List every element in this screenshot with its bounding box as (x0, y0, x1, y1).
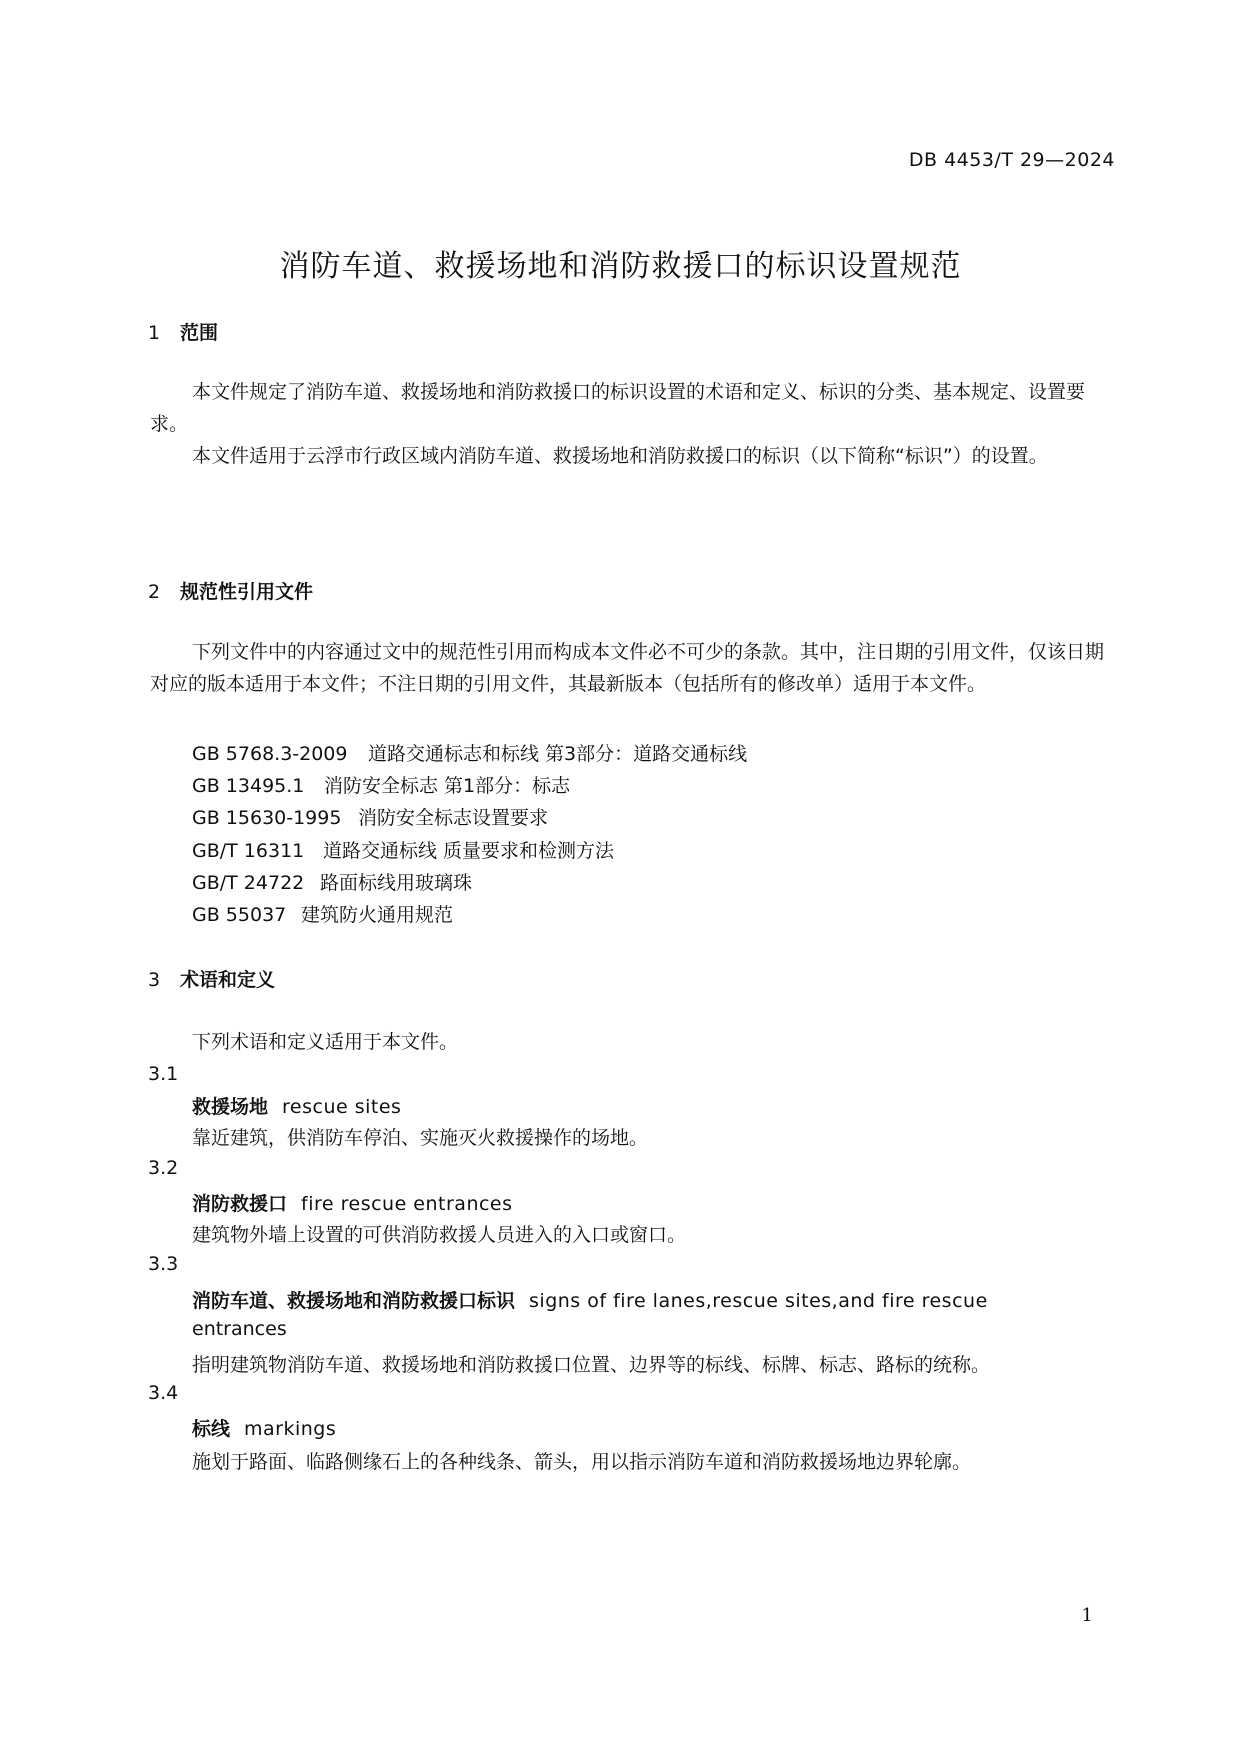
reference-title: 道路交通标线 质量要求和检测方法 (323, 840, 615, 862)
term-definition: 指明建筑物消防车道、救援场地和消防救援口位置、边界等的标线、标牌、标志、路标的统称。 (192, 1354, 991, 1376)
term-en: fire rescue entrances (301, 1193, 513, 1215)
page-number: 1 (1081, 1605, 1093, 1626)
reference-code: GB 55037 (192, 904, 287, 926)
reference-title: 路面标线用玻璃珠 (320, 872, 473, 894)
reference-item (192, 739, 747, 766)
section-number: 1 (148, 322, 161, 344)
section-3-heading (148, 965, 275, 992)
paragraph-text: 本文件规定了消防车道、救援场地和消防救援口的标识设置的术语和定义、标识的分类、基本规定、设置要求。 (150, 381, 1086, 435)
term-title (192, 1414, 336, 1441)
reference-title: 消防安全标志设置要求 (358, 807, 549, 829)
term-title (192, 1092, 401, 1119)
section-title: 范围 (180, 322, 219, 344)
reference-item (192, 836, 614, 863)
reference-item (192, 900, 453, 927)
term-number: 3.2 (148, 1157, 179, 1179)
term-title-continuation (192, 1318, 287, 1340)
term-en: rescue sites (282, 1096, 402, 1118)
term-en: markings (244, 1418, 337, 1440)
reference-code: GB/T 16311 (192, 840, 305, 862)
section-title: 规范性引用文件 (180, 581, 314, 603)
reference-title: 建筑防火通用规范 (301, 904, 454, 926)
term-number: 3.4 (148, 1382, 179, 1404)
section-number: 2 (148, 581, 161, 603)
reference-title: 消防安全标志 第1部分：标志 (324, 775, 571, 797)
term-zh: 标线 (192, 1418, 231, 1440)
reference-title: 道路交通标志和标线 第3部分：道路交通标线 (368, 743, 748, 765)
reference-code: GB 15630-1995 (192, 807, 342, 829)
reference-code: GB 5768.3-2009 (192, 743, 348, 765)
reference-code: GB/T 24722 (192, 872, 305, 894)
section-1-paragraph-2 (150, 440, 1114, 472)
section-1-heading (148, 318, 218, 345)
term-zh: 消防救援口 (192, 1193, 288, 1215)
document-code: DB 4453/T 29—2024 (908, 149, 1115, 171)
reference-code: GB 13495.1 (192, 775, 305, 797)
paragraph-text: 本文件适用于云浮市行政区域内消防车道、救援场地和消防救援口的标识（以下简称“标识”）的设置。 (192, 445, 1048, 467)
section-number: 3 (148, 969, 161, 991)
section-title: 术语和定义 (180, 969, 276, 991)
term-definition: 靠近建筑，供消防车停泊、实施灭火救援操作的场地。 (192, 1127, 649, 1149)
section-1-paragraph-1 (150, 376, 1114, 440)
section-2-intro (150, 636, 1114, 700)
term-zh: 消防车道、救援场地和消防救援口标识 (192, 1290, 516, 1312)
term-en: signs of fire lanes,rescue sites,and fire rescue (529, 1290, 988, 1312)
term-number: 3.3 (148, 1253, 179, 1275)
term-title (192, 1286, 988, 1313)
document-title: 消防车道、救援场地和消防救援口的标识设置规范 (279, 249, 962, 284)
term-number: 3.1 (148, 1063, 179, 1085)
term-zh: 救援场地 (192, 1096, 269, 1118)
term-title (192, 1189, 513, 1216)
term-en: entrances (192, 1318, 287, 1340)
reference-item (192, 803, 548, 830)
paragraph-text: 下列文件中的内容通过文中的规范性引用而构成本文件必不可少的条款。其中，注日期的引用文件，仅该日期对应的版本适用于本文件；不注日期的引用文件，其最新版本（包括所有的修改单）适用于本文件。 (150, 641, 1105, 695)
term-definition: 施划于路面、临路侧缘石上的各种线条、箭头，用以指示消防车道和消防救援场地边界轮廓。 (192, 1451, 972, 1473)
reference-item (192, 868, 472, 895)
term-definition: 建筑物外墙上设置的可供消防救援人员进入的入口或窗口。 (192, 1224, 687, 1246)
section-3-intro: 下列术语和定义适用于本文件。 (192, 1031, 459, 1053)
section-2-heading (148, 577, 313, 604)
reference-item (192, 771, 570, 798)
